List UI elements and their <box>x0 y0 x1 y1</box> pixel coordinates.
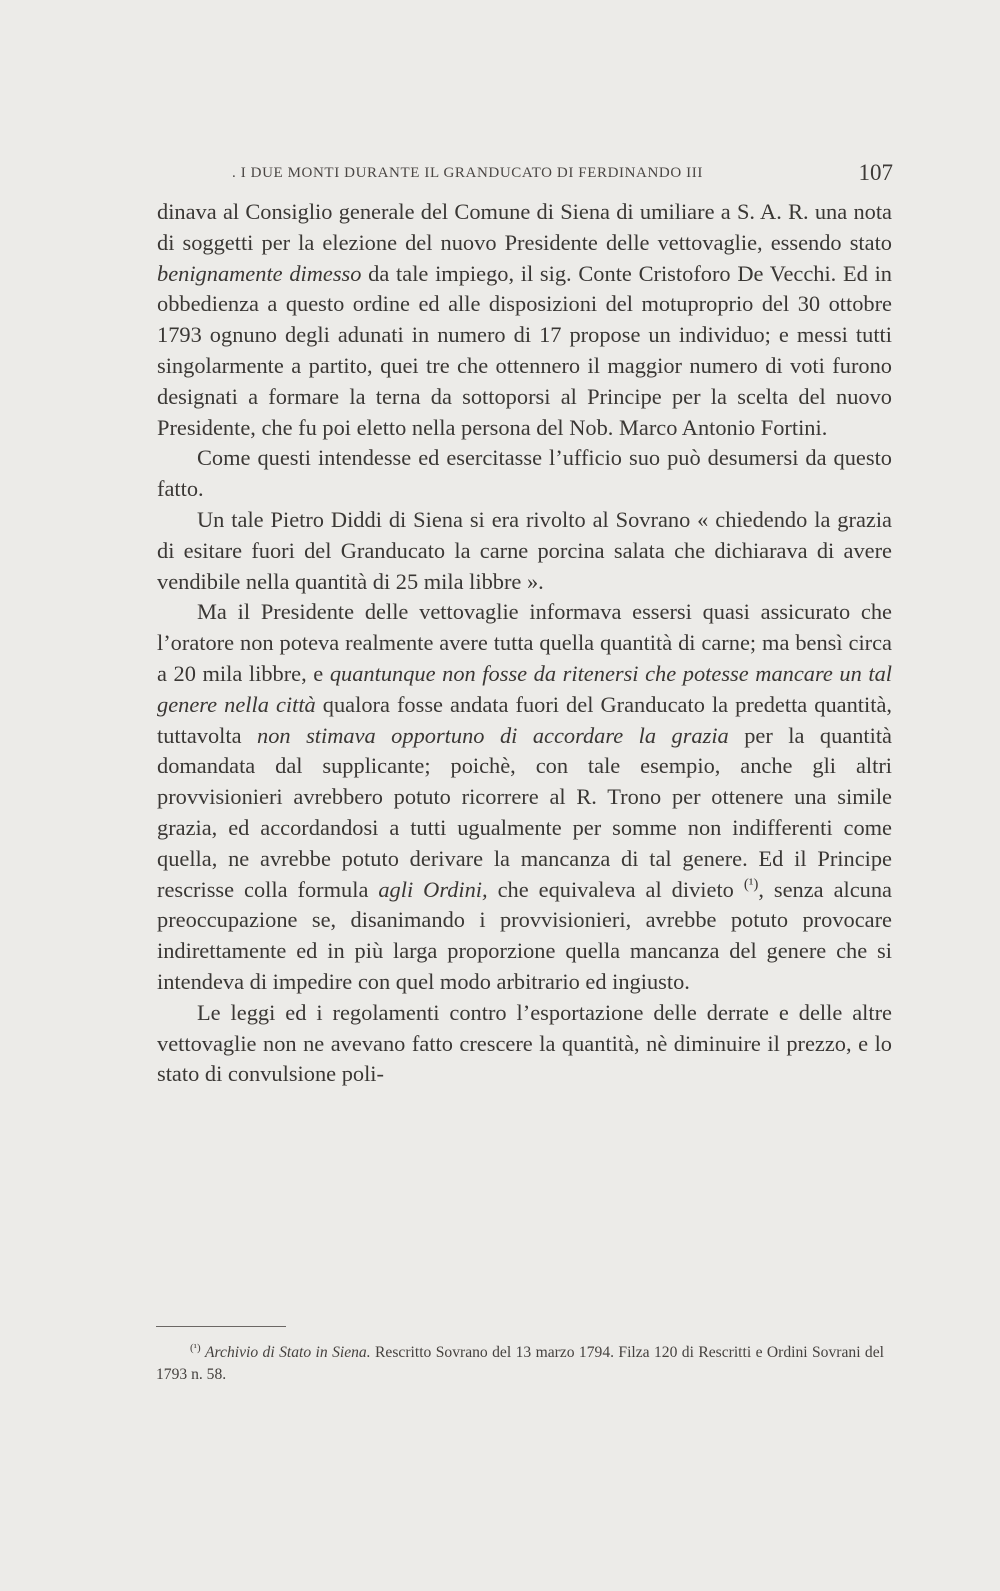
running-title: . I DUE MONTI DURANTE IL GRANDUCATO DI FERDINANDO III <box>232 165 703 181</box>
running-header <box>158 160 893 190</box>
paragraph-4 <box>157 597 892 997</box>
paragraph-1-text: dinava al Consiglio generale del Comune di Siena di umiliare a S. A. R. una nota di soggetti per la elezione del nuovo Presidente delle vettovaglie, essendo stato <box>157 199 892 255</box>
paragraph-4-italic-1: quantunque non fosse da ritenersi che potesse mancare un tal genere nella città <box>157 660 892 717</box>
footnote-reference[interactable]: (¹) <box>743 876 759 893</box>
footnote-text: Rescritto Sovrano del 13 marzo 1794. Filza 120 di Rescritti e Ordini Sovrani del 1793 n. 58. <box>156 1344 884 1383</box>
paragraph-1-tail: da tale impiego, il sig. Conte Cristoforo De Vecchi. Ed in obbedienza a questo ordine ed alle disposizioni del motuproprio del 30 ottobre 1793 ognuno degli adunati in numero di 17 propose un individuo; e messi tutti singolarmente a partito, quei tre che ottennero il maggior numero di voti furono designati a formare la terna da sottoporsi al Principe per la scelta del nuovo Presidente, che fu poi eletto nella persona del Nob. Marco Antonio Fortini. <box>157 260 892 440</box>
footnote-divider <box>156 1326 286 1327</box>
paragraph-4-italic-2: non stimava opportuno di accordare la grazia <box>257 722 729 748</box>
paragraph-4-italic-3: agli Ordini, <box>378 876 488 902</box>
footnote-source: Archivio di Stato in Siena. <box>205 1344 371 1361</box>
paragraph-4-text-b: qualora fosse andata fuori del Granducato la predetta quantità, tuttavolta <box>157 691 893 748</box>
paragraph-1 <box>157 197 892 443</box>
paragraph-4-text-d: che equivaleva al divieto <box>487 876 744 902</box>
paragraph-4-text-c: per la quantità domandata dal supplicante; poichè, con tale esempio, anche gli altri provvisionieri avrebbero potuto ricorrere al R. Trono per ottenere una simile grazia, ed accordandosi a tutti ugualmente per somme non indifferenti come quella, ne avrebbe potuto derivare la mancanza di tal genere. Ed il Principe rescrisse colla formula <box>157 722 892 902</box>
page-number: 107 <box>858 160 893 185</box>
paragraph-5: Le leggi ed i regolamenti contro l’esportazione delle derrate e delle altre vettovaglie non ne avevano fatto crescere la quantità, nè diminuire il prezzo, e lo stato di convulsione poli- <box>157 999 892 1087</box>
body-text <box>157 197 892 1090</box>
paragraph-3: Un tale Pietro Diddi di Siena si era rivolto al Sovrano « chiedendo la grazia di esitare fuori del Granducato la carne porcina salata che dichiarava di avere vendibile nella quantità di 25 mila libbre ». <box>157 506 892 594</box>
paragraph-2: Come questi intendesse ed esercitasse l’ufficio suo può desumersi da questo fatto. <box>157 445 892 502</box>
paragraph-4-text-e: , senza alcuna preoccupazione se, disanimando i provvisionieri, avrebbe potuto provocare indirettamente ed in più larga proporzione quella mancanza del genere che si intendeva di impedire con quel modo arbitrario ed ingiusto. <box>157 876 892 994</box>
footnote-mark: (¹) <box>190 1341 201 1354</box>
paragraph-1-italic: benignamente dimesso <box>157 260 362 286</box>
footnote <box>156 1342 884 1386</box>
paragraph-4-text-a: Ma il Presidente delle vettovaglie informava essersi quasi assicurato che l’oratore non poteva realmente avere tutta quella quantità di carne; ma bensì circa a 20 mila libbre, e <box>157 599 892 686</box>
